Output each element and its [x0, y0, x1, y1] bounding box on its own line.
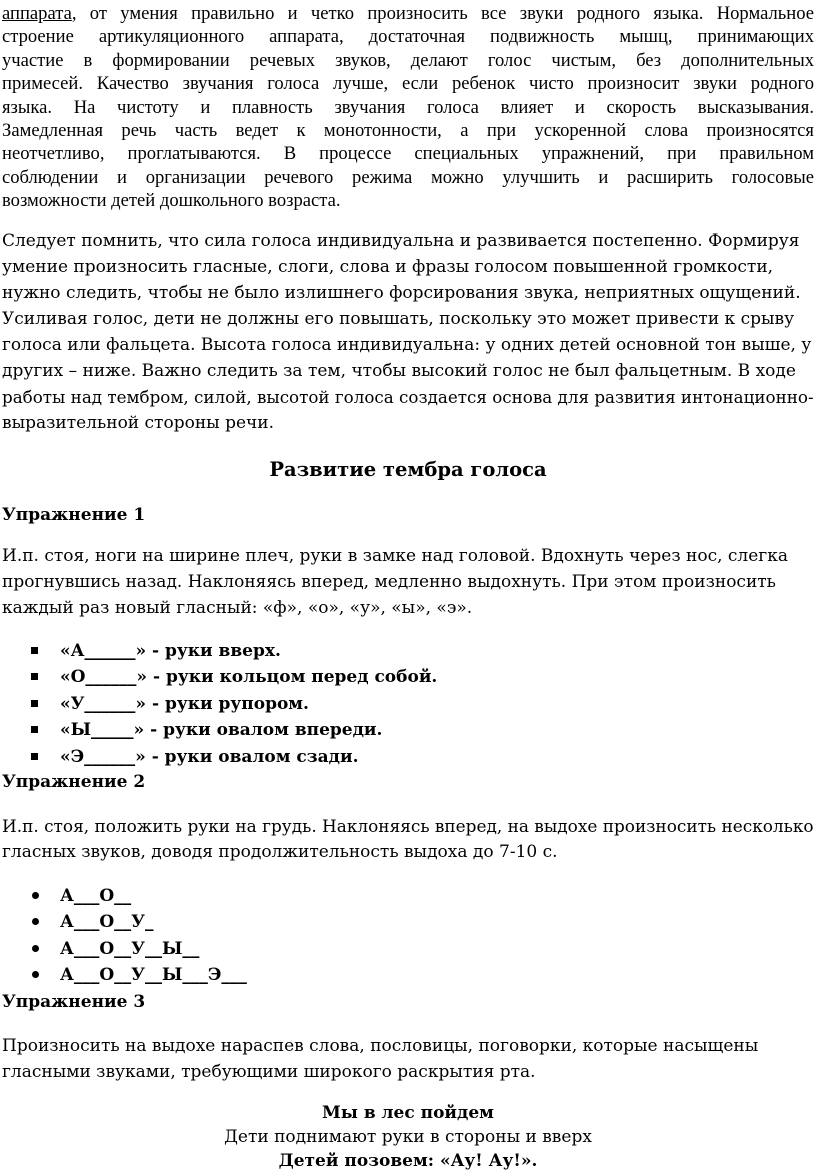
paragraph-line: прогнувшись назад. Наклоняясь вперед, медленно выдохнуть. При этом произносить: [2, 572, 776, 592]
disc-bullet-icon: [32, 892, 39, 899]
paragraph-line: гласными звуками, требующими широкого раскрытия рта.: [2, 1062, 536, 1082]
square-bullet-icon: [31, 753, 38, 760]
list-item: «О______» - руки кольцом перед собой.: [2, 664, 437, 690]
disc-bullet-icon: [32, 971, 39, 978]
exercise-1-list: [2, 638, 437, 770]
list-item: «А______» - руки вверх.: [2, 638, 437, 664]
exercise-3-title: Упражнение 3: [2, 992, 146, 1012]
paragraph-line: голоса или фальцета. Высота голоса индивидуальна: у одних детей основной тон выше, у: [2, 335, 812, 355]
exercise-3-description: [2, 1033, 814, 1085]
paragraph-line: Произносить на выдохе нараспев слова, пословицы, поговорки, которые насыщены: [2, 1036, 759, 1056]
paragraph-line: И.п. стоя, ноги на ширине плеч, руки в замке над головой. Вдохнуть через нос, слегка: [2, 546, 788, 566]
disc-bullet-icon: [32, 945, 39, 952]
exercise-2-title: Упражнение 2: [2, 772, 146, 792]
paragraph-line: других – ниже. Важно следить за тем, чтобы высокий голос не был фальцетным. В ходе: [2, 361, 796, 381]
paragraph-line: неотчетливо, проглатываются. В процессе специальных упражнений, при правильном: [2, 143, 814, 165]
paragraph-line: умение произносить гласные, слоги, слова и фразы голосом повышенной громкости,: [2, 257, 774, 277]
square-bullet-icon: [31, 673, 38, 680]
square-bullet-icon: [31, 647, 38, 654]
list-item: А___О__У_: [2, 909, 247, 935]
paragraph-line: гласных звуков, доводя продолжительность выдоха до 7-10 с.: [2, 842, 558, 862]
poem-line: Дети поднимают руки в стороны и вверх: [224, 1127, 592, 1147]
paragraph-line: И.п. стоя, положить руки на грудь. Наклоняясь вперед, на выдохе произносить несколько: [2, 816, 814, 836]
paragraph-line: соблюдении и организации речевого режима можно улучшить и расширить голосовые: [2, 166, 814, 188]
list-item: А___О__У__Ы___Э___: [2, 962, 247, 988]
paragraph-line: каждый раз новый гласный: «ф», «о», «у», «ы», «э».: [2, 598, 473, 618]
paragraph-line: возможности детей дошкольного возраста.: [2, 190, 341, 212]
paragraph-line: примесей. Качество звучания голоса лучше, если ребенок чисто произносит звуки родного: [2, 73, 814, 95]
paragraph-line: аппарата, от умения правильно и четко произносить все звуки родного языка. Нормальное: [2, 3, 814, 24]
paragraph-line: Следует помнить, что сила голоса индивидуальна и развивается постепенно. Формируя: [2, 231, 800, 251]
list-item: «Ы_____» - руки овалом впереди.: [2, 717, 437, 743]
square-bullet-icon: [31, 700, 38, 707]
paragraph-line: работы над тембром, силой, высотой голоса создается основа для развития интонационно-: [2, 387, 814, 407]
paragraph-line: нужно следить, чтобы не было излишнего форсирования звука, неприятных ощущений.: [2, 283, 801, 303]
poem-line: Детей позовем: «Ау! Ау!».: [278, 1151, 538, 1171]
square-bullet-icon: [31, 726, 38, 733]
poem-title: Мы в лес пойдем: [322, 1103, 494, 1123]
paragraph-line: языка. На чистоту и плавность звучания голоса влияет и скорость высказывания.: [2, 96, 814, 118]
underlined-link[interactable]: аппарата: [2, 3, 72, 24]
paragraph-line: Замедленная речь часть ведет к монотонности, а при ускоренной слова произносятся: [2, 120, 814, 142]
poem: [2, 1101, 814, 1173]
exercise-1-description: [2, 543, 814, 621]
paragraph-line: строение артикуляционного аппарата, достаточная подвижность мышц, принимающих: [2, 26, 814, 48]
list-item: А___О__: [2, 883, 247, 909]
exercise-2-description: [2, 813, 814, 865]
list-item: «Э______» - руки овалом сзади.: [2, 744, 437, 770]
section-title: Развитие тембра голоса: [269, 458, 547, 481]
exercise-1-title: Упражнение 1: [2, 505, 146, 525]
paragraph-line: участие в формировании речевых звуков, делают голос чистым, без дополнительных: [2, 49, 814, 71]
paragraph-voice-strength: [2, 228, 814, 436]
list-item: А___О__У__Ы__: [2, 936, 247, 962]
paragraph-line: выразительной стороны речи.: [2, 413, 274, 433]
exercise-2-list: [2, 883, 247, 989]
paragraph-articulation: [2, 2, 814, 213]
disc-bullet-icon: [32, 918, 39, 925]
list-item: «У______» - руки рупором.: [2, 691, 437, 717]
paragraph-line: Усиливая голос, дети не должны его повышать, поскольку это может привести к срыву: [2, 309, 795, 329]
